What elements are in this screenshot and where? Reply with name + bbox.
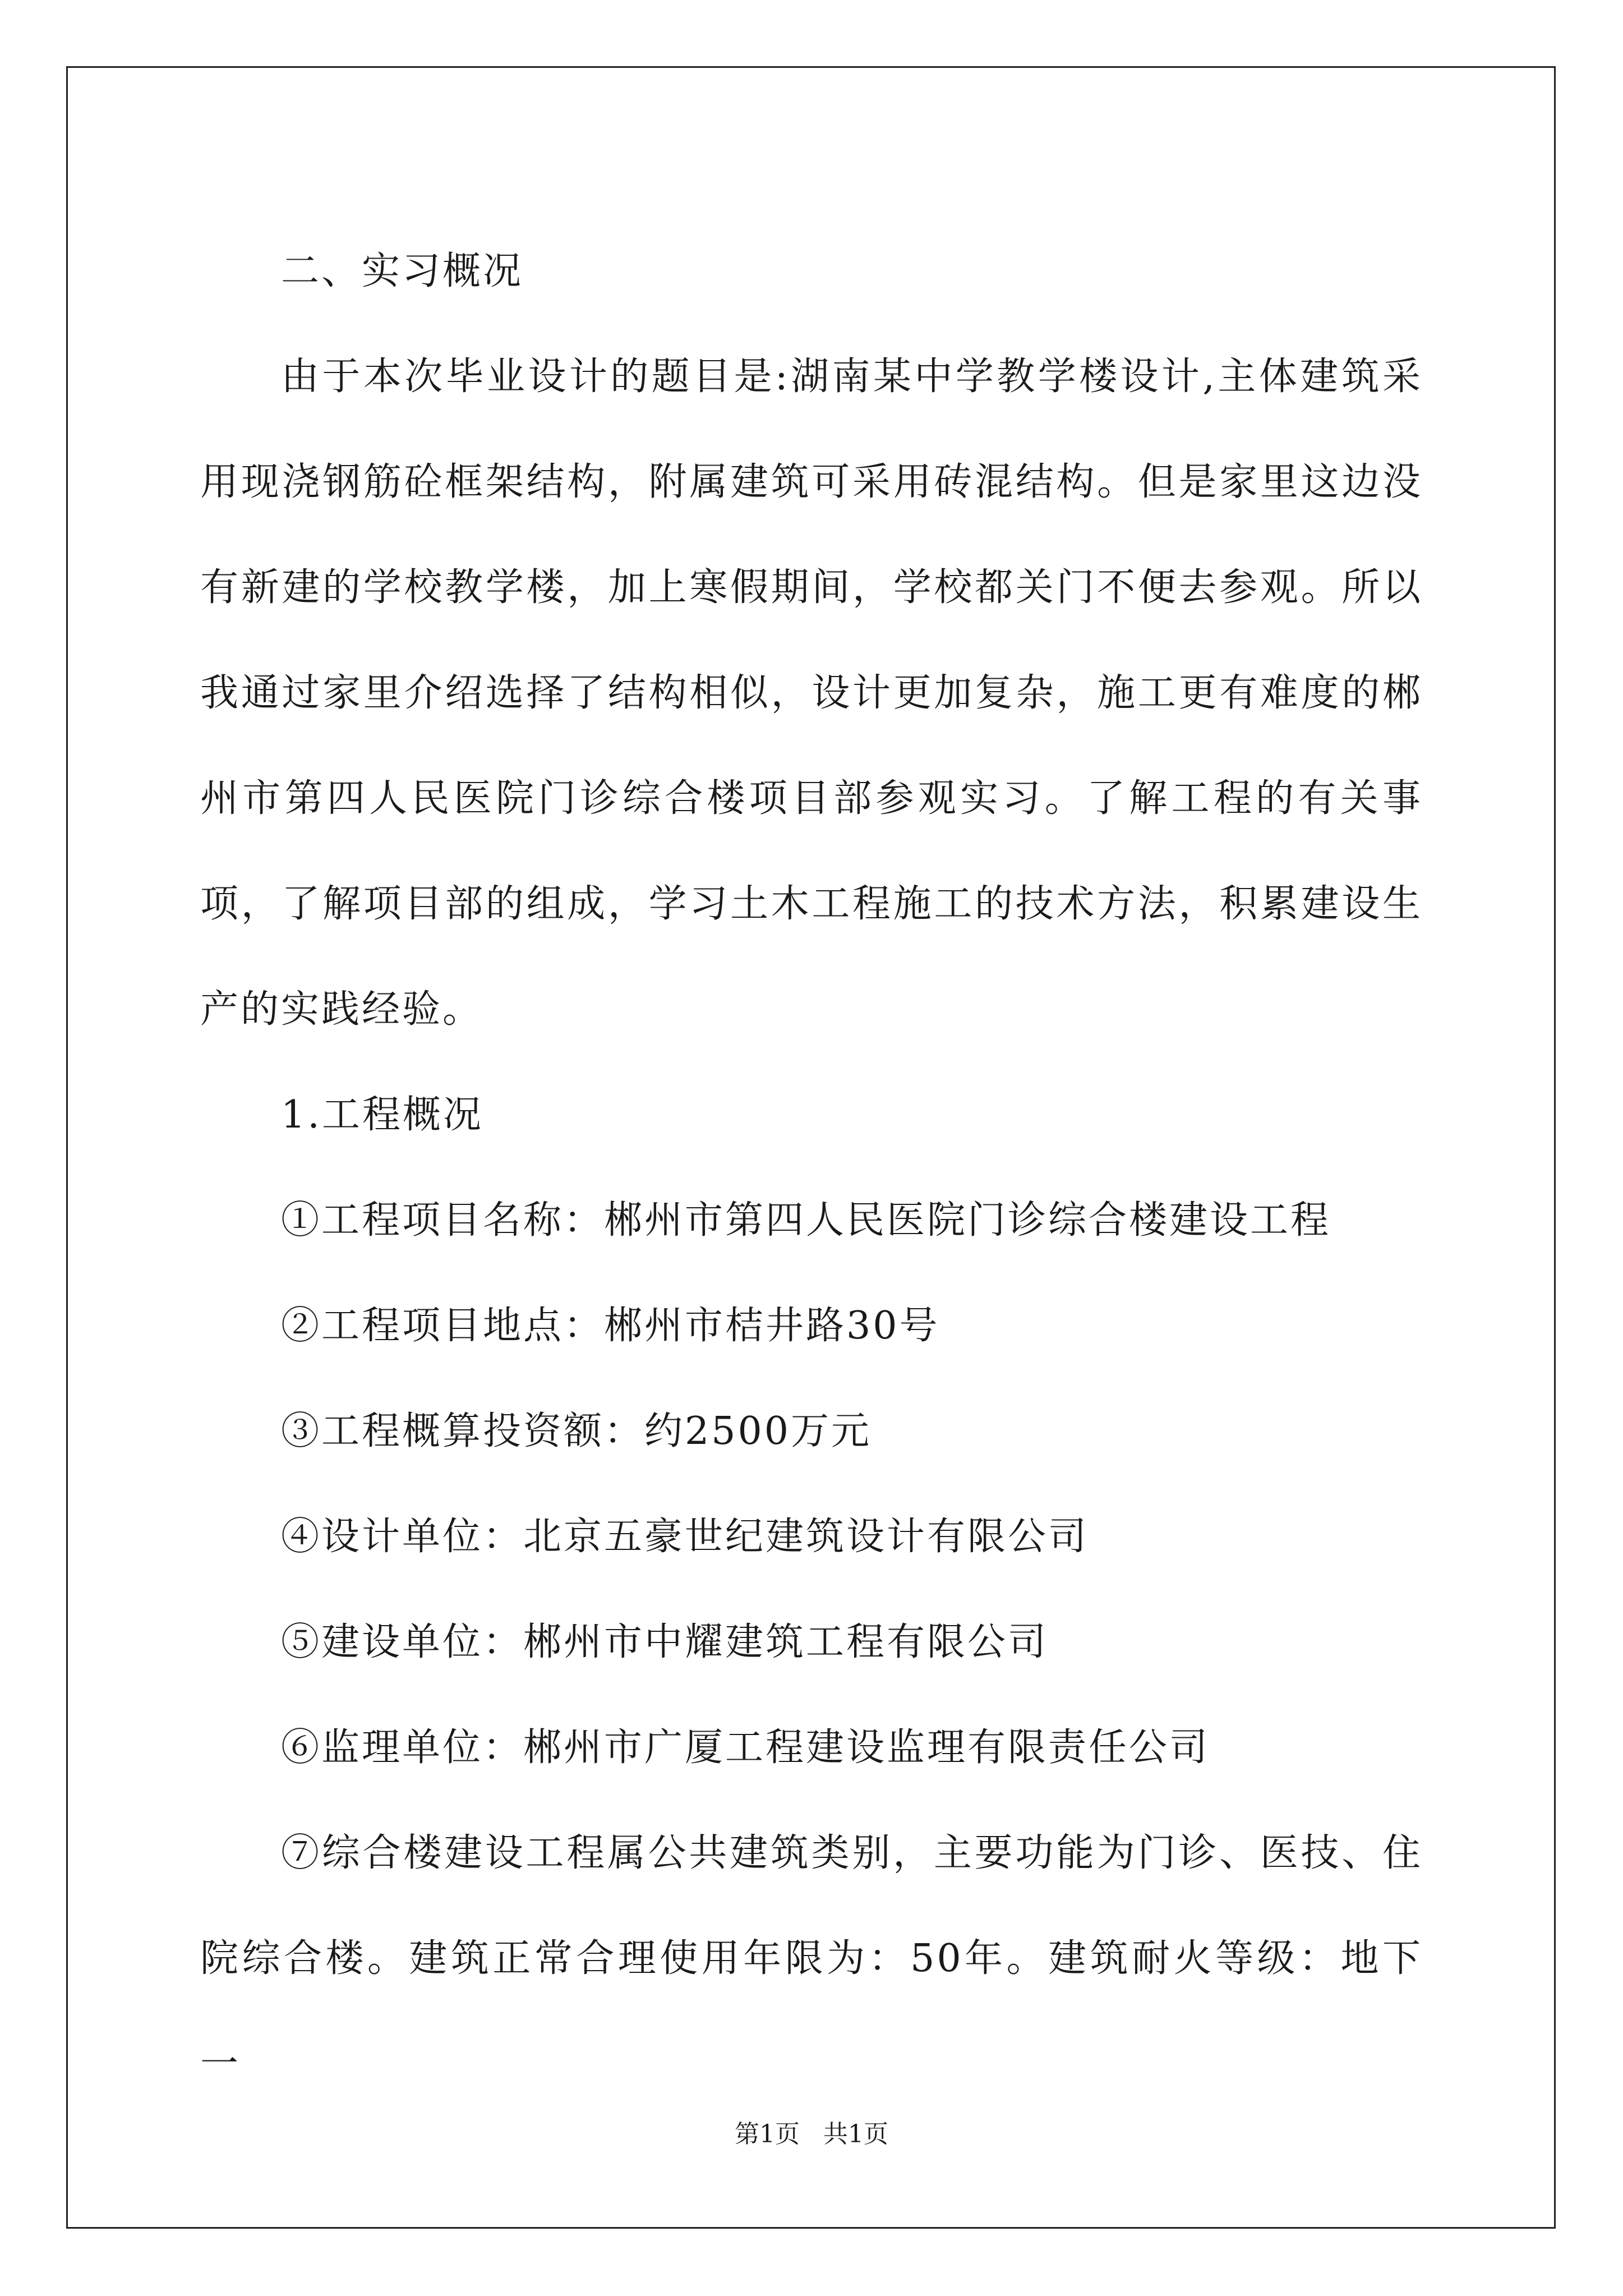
intro-paragraph: 由于本次毕业设计的题目是:湖南某中学教学楼设计,主体建筑采用现浇钢筋砼框架结构，附属建筑可采用砖混结构。但是家里这边没有新建的学校教学楼，加上寒假期间，学校都关门不便去参观。所以我通过家里介绍选择了结构相似，设计更加复杂，施工更有难度的郴州市第四人民医院门诊综合楼项目部参观实习。了解工程的有关事项，了解项目部的组成，学习土木工程施工的技术方法，积累建设生产的实践经验。: [200, 355, 1423, 1032]
design-unit-item: ④设计单位：北京五豪世纪建筑设计有限公司: [281, 1515, 1089, 1559]
project-name-item: ①工程项目名称：郴州市第四人民医院门诊综合楼建设工程: [281, 1198, 1331, 1243]
building-description-item: ⑦综合楼建设工程属公共建筑类别，主要功能为门诊、医技、住院综合楼。建筑正常合理使用年限为：50年。建筑耐火等级：地下一: [200, 1831, 1423, 2086]
project-location-item: ②工程项目地点：郴州市桔井路30号: [281, 1304, 940, 1348]
page-footer: [0, 2114, 1623, 2150]
construction-unit-item: ⑤建设单位：郴州市中耀建筑工程有限公司: [281, 1620, 1049, 1664]
supervision-unit-item: ⑥监理单位：郴州市广厦工程建设监理有限责任公司: [281, 1726, 1210, 1770]
document-body: [200, 219, 1423, 2117]
project-budget-item: ③工程概算投资额：约2500万元: [281, 1409, 872, 1453]
section-heading: 二、实习概况: [281, 249, 524, 293]
page-number: 第1页 共1页: [735, 2120, 888, 2148]
subsection-heading: 1.工程概况: [281, 1093, 483, 1137]
